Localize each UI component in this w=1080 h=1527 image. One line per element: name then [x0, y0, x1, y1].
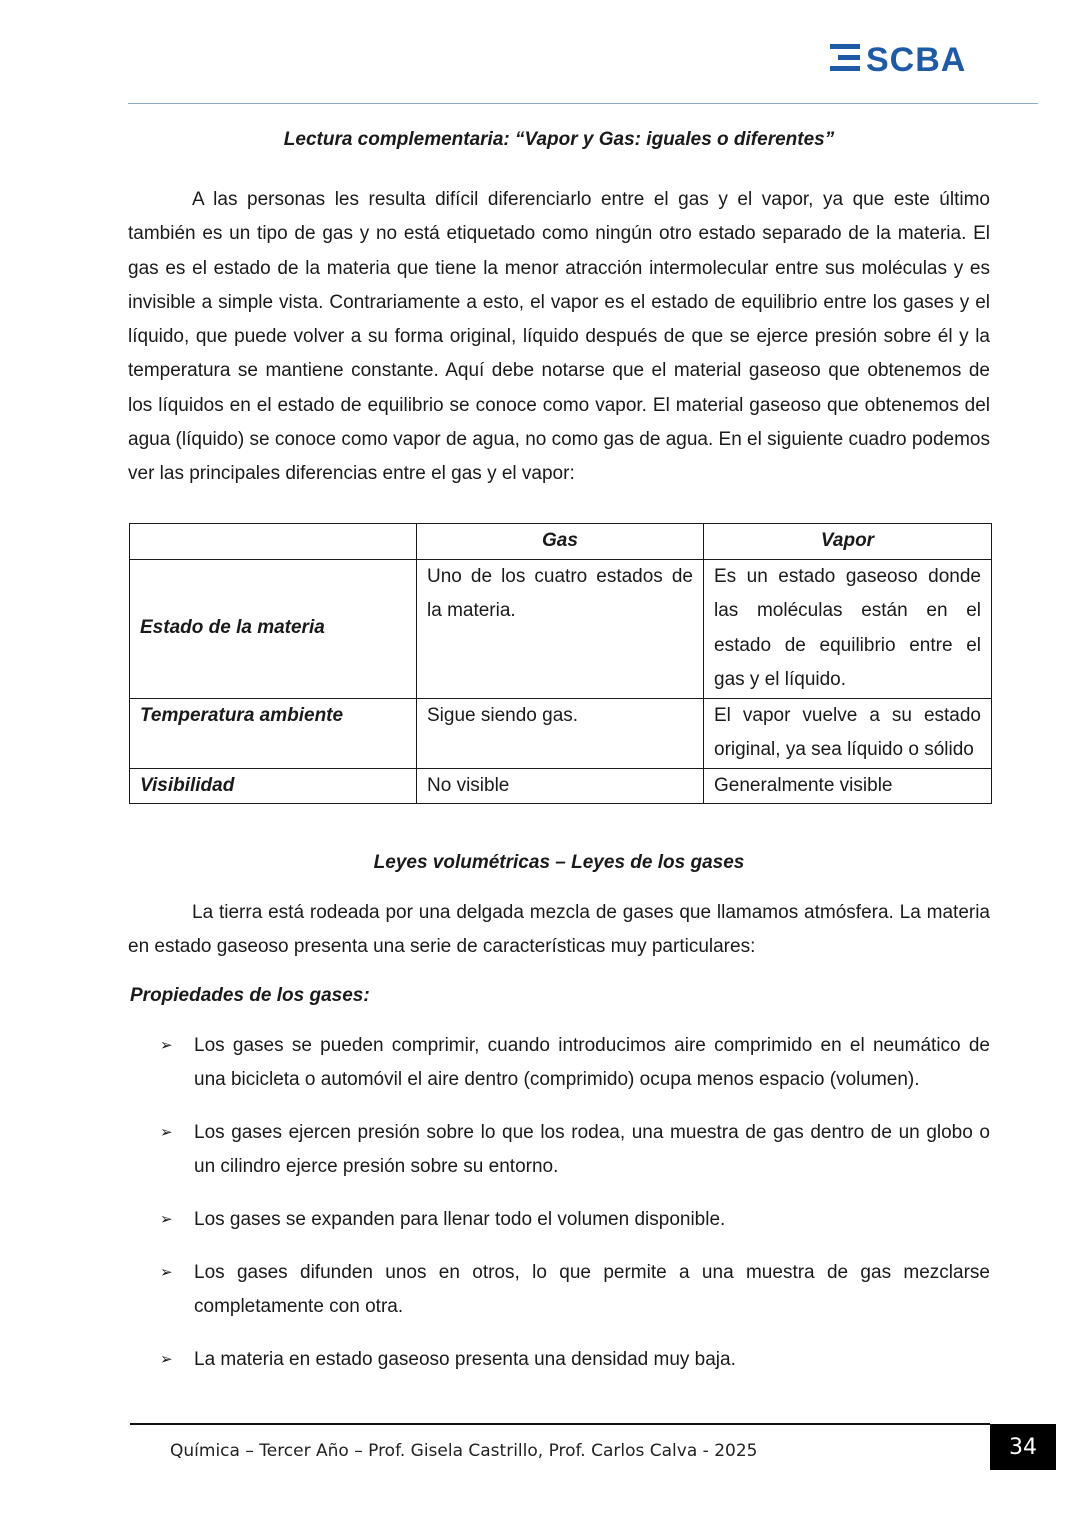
vapor-cell: El vapor vuelve a su estado original, ya sea líquido o sólido [704, 698, 992, 768]
gas-cell: No visible [417, 768, 704, 804]
property-text: Los gases difunden unos en otros, lo que permite a una muestra de gas mezclarse completamente con otra. [194, 1262, 990, 1317]
row-label: Estado de la materia [130, 559, 417, 698]
list-item [160, 1203, 990, 1237]
property-text: La materia en estado gaseoso presenta una densidad muy baja. [194, 1349, 736, 1370]
vapor-cell: Es un estado gaseoso donde las moléculas están en el estado de equilibrio entre el gas y el líquido. [704, 559, 992, 698]
page-number: 34 [990, 1424, 1056, 1470]
reading-title: Lectura complementaria: “Vapor y Gas: iguales o diferentes” [283, 129, 835, 150]
header-divider [128, 103, 1038, 104]
gas-cell: Sigue siendo gas. [417, 698, 704, 768]
properties-title: Propiedades de los gases: [130, 985, 370, 1006]
row-label: Visibilidad [130, 768, 417, 804]
footer-divider [130, 1423, 990, 1425]
arrow-bullet-icon: ➢ [160, 1351, 173, 1368]
list-item [160, 1256, 990, 1324]
row-label: Temperatura ambiente [130, 698, 417, 768]
arrow-bullet-icon: ➢ [160, 1037, 173, 1054]
svg-text:SCBA: SCBA [866, 41, 967, 76]
arrow-bullet-icon: ➢ [160, 1264, 173, 1281]
arrow-bullet-icon: ➢ [160, 1124, 173, 1141]
footer-text: Química – Tercer Año – Prof. Gisela Castrillo, Prof. Carlos Calva - 2025 [170, 1441, 758, 1461]
gas-cell: Uno de los cuatro estados de la materia. [417, 559, 704, 698]
table-header-gas: Gas [417, 524, 704, 560]
escba-logo [830, 40, 1030, 76]
arrow-bullet-icon: ➢ [160, 1211, 173, 1228]
table-row [130, 698, 992, 768]
table-header-row [130, 524, 992, 560]
list-item [160, 1029, 990, 1097]
gas-vapor-comparison-table [129, 523, 992, 804]
vapor-cell: Generalmente visible [704, 768, 992, 804]
table-header-vapor: Vapor [704, 524, 992, 560]
list-item [160, 1343, 990, 1377]
properties-list [160, 1029, 990, 1396]
property-text: Los gases se expanden para llenar todo el volumen disponible. [194, 1209, 726, 1230]
laws-intro: La tierra está rodeada por una delgada mezcla de gases que llamamos atmósfera. La materia en estado gaseoso presenta una serie de características muy particulares: [128, 902, 990, 958]
table-row [130, 768, 992, 804]
property-text: Los gases ejercen presión sobre lo que los rodea, una muestra de gas dentro de un globo o un cilindro ejerce presión sobre su entorno. [194, 1122, 990, 1177]
table-row [130, 559, 992, 698]
list-item [160, 1116, 990, 1184]
table-header-empty [130, 524, 417, 560]
laws-title: Leyes volumétricas – Leyes de los gases [373, 852, 745, 873]
property-text: Los gases se pueden comprimir, cuando introducimos aire comprimido en el neumático de una bicicleta o automóvil el aire dentro (comprimido) ocupa menos espacio (volumen). [194, 1035, 990, 1090]
reading-paragraph: A las personas les resulta difícil diferenciarlo entre el gas y el vapor, ya que este último también es un tipo de gas y no está etiquetado como ningún otro estado separado de la materia. El gas es el estado de la materia que tiene la menor atracción intermolecular entre sus moléculas y es invisible a simple vista. Contrariamente a esto, el vapor es el estado de equilibrio entre los gases y el líquido, que puede volver a su forma original, líquido después de que se ejerce presión sobre él y la temperatura se mantiene constante. Aquí debe notarse que el material gaseoso que obtenemos de los líquidos en el estado de equilibrio se conoce como vapor. El material gaseoso que obtenemos del agua (líquido) se conoce como vapor de agua, no como gas de agua. En el siguiente cuadro podemos ver las principales diferencias entre el gas y el vapor: [128, 189, 990, 485]
